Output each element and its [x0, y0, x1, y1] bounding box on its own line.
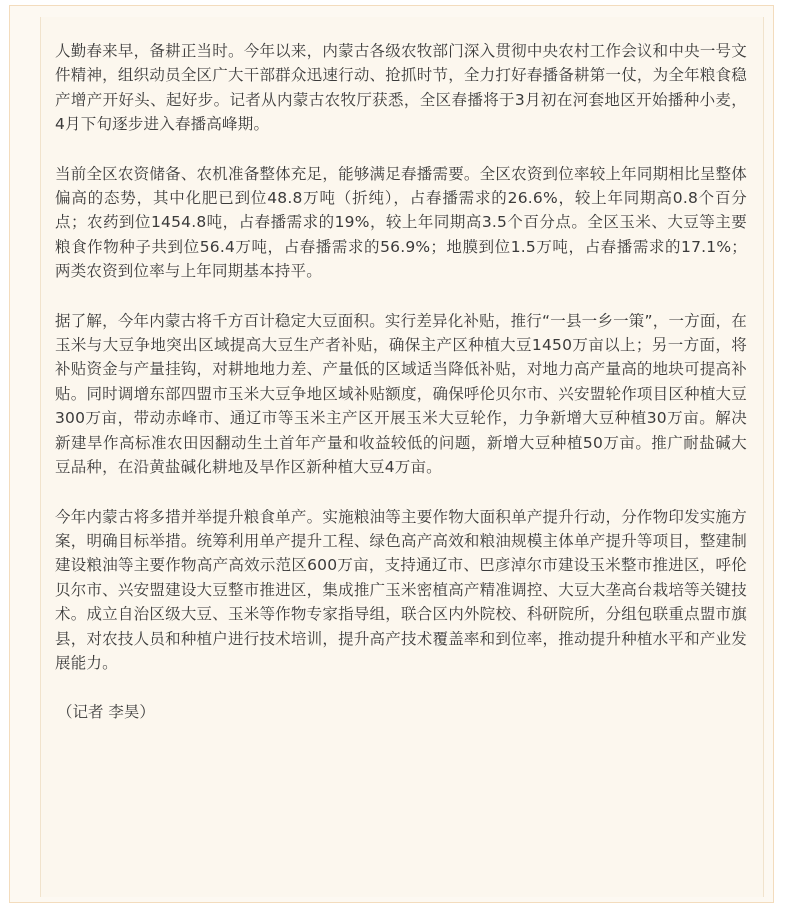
- article-paragraph-4: 今年内蒙古将多措并举提升粮食单产。实施粮油等主要作物大面积单产提升行动，分作物印发实施方案，明确目标举措。统筹利用单产提升工程、绿色高产高效和粮油规模主体单产提升等项目，整建制建设粮油等主要作物高产高效示范区600万亩，支持通辽市、巴彦淖尔市建设玉米整市推进区，呼伦贝尔市、兴安盟建设大豆整市推进区，集成推广玉米密植高产精准调控、大豆大垄高台栽培等关键技术。成立自治区级大豆、玉米等作物专家指导组，联合区内外院校、科研院所，分组包联重点盟市旗县，对农技人员和种植户进行技术培训，提升高产技术覆盖率和到位率，推动提升种植水平和产业发展能力。: [55, 507, 747, 672]
- article-frame: [9, 5, 774, 903]
- article-paragraph-2: 当前全区农资储备、农机准备整体充足，能够满足春播需要。全区农资到位率较上年同期相比呈整体偏高的态势，其中化肥已到位48.8万吨（折纯），占春播需求的26.6%，较上年同期高0.8个百分点；农药到位1454.8吨，占春播需求的19%，较上年同期高3.5个百分点。全区玉米、大豆等主要粮食作物种子共到位56.4万吨，占春播需求的56.9%；地膜到位1.5万吨，占春播需求的17.1%；两类农资到位率与上年同期基本持平。: [55, 164, 747, 281]
- article-page: [40, 17, 764, 897]
- article-paragraph-3: 据了解，今年内蒙古将千方百计稳定大豆面积。实行差异化补贴，推行“一县一乡一策”，一方面，在玉米与大豆争地突出区域提高大豆生产者补贴，确保主产区种植大豆1450万亩以上；另一方面，将补贴资金与产量挂钩，对耕地地力差、产量低的区域适当降低补贴，对地力高产量高的地块可提高补贴。同时调增东部四盟市玉米大豆争地区域补贴额度，确保呼伦贝尔市、兴安盟轮作项目区种植大豆300万亩，带动赤峰市、通辽市等玉米主产区开展玉米大豆轮作，力争新增大豆种植30万亩。解决新建旱作高标准农田因翻动生土首年产量和收益较低的问题，新增大豆种植50万亩。推广耐盐碱大豆品种，在沿黄盐碱化耕地及旱作区新种植大豆4万亩。: [55, 311, 747, 477]
- article-byline: （记者 李昊）: [57, 703, 155, 722]
- article-paragraph-1: 人勤春来早，备耕正当时。今年以来，内蒙古各级农牧部门深入贯彻中央农村工作会议和中央一号文件精神，组织动员全区广大干部群众迅速行动、抢抓时节，全力打好春播备耕第一仗，为全年粮食稳产增产开好头、起好步。记者从内蒙古农牧厅获悉，全区春播将于3月初在河套地区开始播种小麦，4月下旬逐步进入春播高峰期。: [55, 42, 747, 134]
